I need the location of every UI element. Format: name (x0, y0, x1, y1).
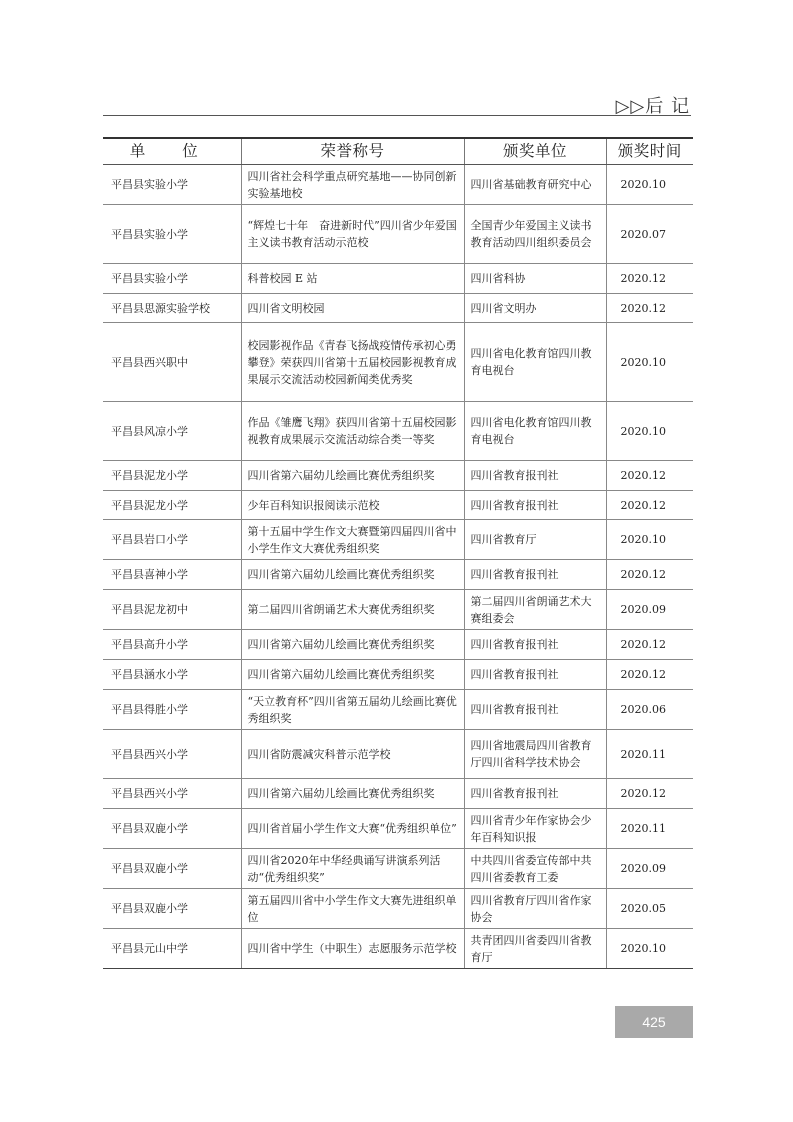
table-row (103, 264, 693, 294)
table-row (103, 660, 693, 690)
row-honor-cell: 四川省防震减灾科普示范学校 (241, 730, 464, 779)
row-issuer-cell: 四川省教育报刊社 (464, 491, 606, 520)
row-date-cell: 2020.10 (606, 323, 693, 402)
row-issuer-cell: 四川省教育厅 (464, 520, 606, 560)
row-date-cell: 2020.10 (606, 402, 693, 461)
table-row (103, 402, 693, 461)
row-honor-cell: 作品《雏鹰飞翔》获四川省第十五届校园影视教育成果展示交流活动综合类一等奖 (241, 402, 464, 461)
row-unit-cell: 平昌县元山中学 (103, 929, 241, 969)
row-issuer-cell: 四川省地震局四川省教育厅四川省科学技术协会 (464, 730, 606, 779)
table-row (103, 690, 693, 730)
row-unit-cell: 平昌县涵水小学 (103, 660, 241, 690)
row-issuer-cell: 四川省基础教育研究中心 (464, 165, 606, 205)
row-honor-cell: 四川省2020年中华经典诵写讲演系列活动“优秀组织奖” (241, 849, 464, 889)
row-date-cell: 2020.12 (606, 294, 693, 323)
row-date-cell: 2020.11 (606, 809, 693, 849)
row-issuer-cell: 四川省电化教育馆四川教育电视台 (464, 323, 606, 402)
row-unit-cell: 平昌县双鹿小学 (103, 889, 241, 929)
row-unit-cell: 平昌县泥龙小学 (103, 461, 241, 491)
row-issuer-cell: 中共四川省委宣传部中共四川省委教育工委 (464, 849, 606, 889)
table-row (103, 165, 693, 205)
row-issuer-cell: 四川省教育报刊社 (464, 560, 606, 590)
row-issuer-cell: 四川省教育报刊社 (464, 461, 606, 491)
column-header-honor: 荣誉称号 (241, 138, 464, 165)
row-date-cell: 2020.10 (606, 929, 693, 969)
row-unit-cell: 平昌县风凉小学 (103, 402, 241, 461)
table-row (103, 809, 693, 849)
table-row (103, 323, 693, 402)
table-row (103, 560, 693, 590)
row-honor-cell: 四川省第六届幼儿绘画比赛优秀组织奖 (241, 660, 464, 690)
row-issuer-cell: 四川省青少年作家协会少年百科知识报 (464, 809, 606, 849)
column-header-unit: 单 位 (103, 138, 241, 165)
row-issuer-cell: 四川省科协 (464, 264, 606, 294)
table-row (103, 889, 693, 929)
row-honor-cell: 四川省中学生（中职生）志愿服务示范学校 (241, 929, 464, 969)
row-unit-cell: 平昌县高升小学 (103, 630, 241, 660)
row-unit-cell: 平昌县实验小学 (103, 205, 241, 264)
row-issuer-cell: 四川省电化教育馆四川教育电视台 (464, 402, 606, 461)
row-honor-cell: “辉煌七十年 奋进新时代”四川省少年爱国主义读书教育活动示范校 (241, 205, 464, 264)
row-issuer-cell: 全国青少年爱国主义读书教育活动四川组织委员会 (464, 205, 606, 264)
table-row (103, 849, 693, 889)
row-unit-cell: 平昌县西兴职中 (103, 323, 241, 402)
row-issuer-cell: 共青团四川省委四川省教育厅 (464, 929, 606, 969)
row-honor-cell: 第五届四川省中小学生作文大赛先进组织单位 (241, 889, 464, 929)
table-header-row (103, 138, 693, 165)
table-row (103, 630, 693, 660)
table-body (103, 165, 693, 969)
column-header-issuer: 颁奖单位 (464, 138, 606, 165)
row-issuer-cell: 四川省文明办 (464, 294, 606, 323)
row-issuer-cell: 第二届四川省朗诵艺术大赛组委会 (464, 590, 606, 630)
row-honor-cell: 四川省第六届幼儿绘画比赛优秀组织奖 (241, 461, 464, 491)
table-row (103, 205, 693, 264)
row-honor-cell: 四川省文明校园 (241, 294, 464, 323)
running-header: ▷▷后 记 (615, 96, 690, 117)
table-row (103, 779, 693, 809)
row-unit-cell: 平昌县双鹿小学 (103, 809, 241, 849)
row-honor-cell: 四川省第六届幼儿绘画比赛优秀组织奖 (241, 560, 464, 590)
row-date-cell: 2020.09 (606, 849, 693, 889)
row-unit-cell: 平昌县双鹿小学 (103, 849, 241, 889)
row-date-cell: 2020.11 (606, 730, 693, 779)
row-date-cell: 2020.06 (606, 690, 693, 730)
row-date-cell: 2020.10 (606, 520, 693, 560)
row-date-cell: 2020.10 (606, 165, 693, 205)
table-row (103, 461, 693, 491)
row-honor-cell: “天立教育杯”四川省第五届幼儿绘画比赛优秀组织奖 (241, 690, 464, 730)
row-honor-cell: 第十五届中学生作文大赛暨第四届四川省中小学生作文大赛优秀组织奖 (241, 520, 464, 560)
page-number: 425 (615, 1006, 693, 1038)
header-rule (103, 115, 691, 116)
row-unit-cell: 平昌县泥龙初中 (103, 590, 241, 630)
row-honor-cell: 四川省社会科学重点研究基地——协同创新实验基地校 (241, 165, 464, 205)
row-issuer-cell: 四川省教育报刊社 (464, 690, 606, 730)
row-unit-cell: 平昌县实验小学 (103, 165, 241, 205)
row-date-cell: 2020.12 (606, 264, 693, 294)
row-date-cell: 2020.12 (606, 630, 693, 660)
row-issuer-cell: 四川省教育报刊社 (464, 630, 606, 660)
row-unit-cell: 平昌县西兴小学 (103, 730, 241, 779)
row-date-cell: 2020.12 (606, 660, 693, 690)
row-honor-cell: 科普校园 E 站 (241, 264, 464, 294)
row-unit-cell: 平昌县喜神小学 (103, 560, 241, 590)
row-honor-cell: 四川省第六届幼儿绘画比赛优秀组织奖 (241, 630, 464, 660)
row-unit-cell: 平昌县岩口小学 (103, 520, 241, 560)
row-date-cell: 2020.05 (606, 889, 693, 929)
row-unit-cell: 平昌县泥龙小学 (103, 491, 241, 520)
row-honor-cell: 四川省首届小学生作文大赛“优秀组织单位” (241, 809, 464, 849)
row-unit-cell: 平昌县思源实验学校 (103, 294, 241, 323)
row-date-cell: 2020.12 (606, 491, 693, 520)
row-unit-cell: 平昌县得胜小学 (103, 690, 241, 730)
row-honor-cell: 四川省第六届幼儿绘画比赛优秀组织奖 (241, 779, 464, 809)
row-date-cell: 2020.12 (606, 779, 693, 809)
table-row (103, 520, 693, 560)
table-row (103, 929, 693, 969)
row-unit-cell: 平昌县实验小学 (103, 264, 241, 294)
row-honor-cell: 第二届四川省朗诵艺术大赛优秀组织奖 (241, 590, 464, 630)
row-date-cell: 2020.07 (606, 205, 693, 264)
row-honor-cell: 少年百科知识报阅读示范校 (241, 491, 464, 520)
honors-table (103, 137, 693, 969)
row-issuer-cell: 四川省教育厅四川省作家协会 (464, 889, 606, 929)
row-issuer-cell: 四川省教育报刊社 (464, 779, 606, 809)
row-issuer-cell: 四川省教育报刊社 (464, 660, 606, 690)
row-date-cell: 2020.12 (606, 461, 693, 491)
column-header-date: 颁奖时间 (606, 138, 693, 165)
row-date-cell: 2020.12 (606, 560, 693, 590)
row-unit-cell: 平昌县西兴小学 (103, 779, 241, 809)
table-row (103, 491, 693, 520)
row-date-cell: 2020.09 (606, 590, 693, 630)
table-row (103, 730, 693, 779)
table-row (103, 294, 693, 323)
row-honor-cell: 校园影视作品《青春飞扬战疫情传承初心勇攀登》荣获四川省第十五届校园影视教育成果展示交流活动校园新闻类优秀奖 (241, 323, 464, 402)
table-row (103, 590, 693, 630)
